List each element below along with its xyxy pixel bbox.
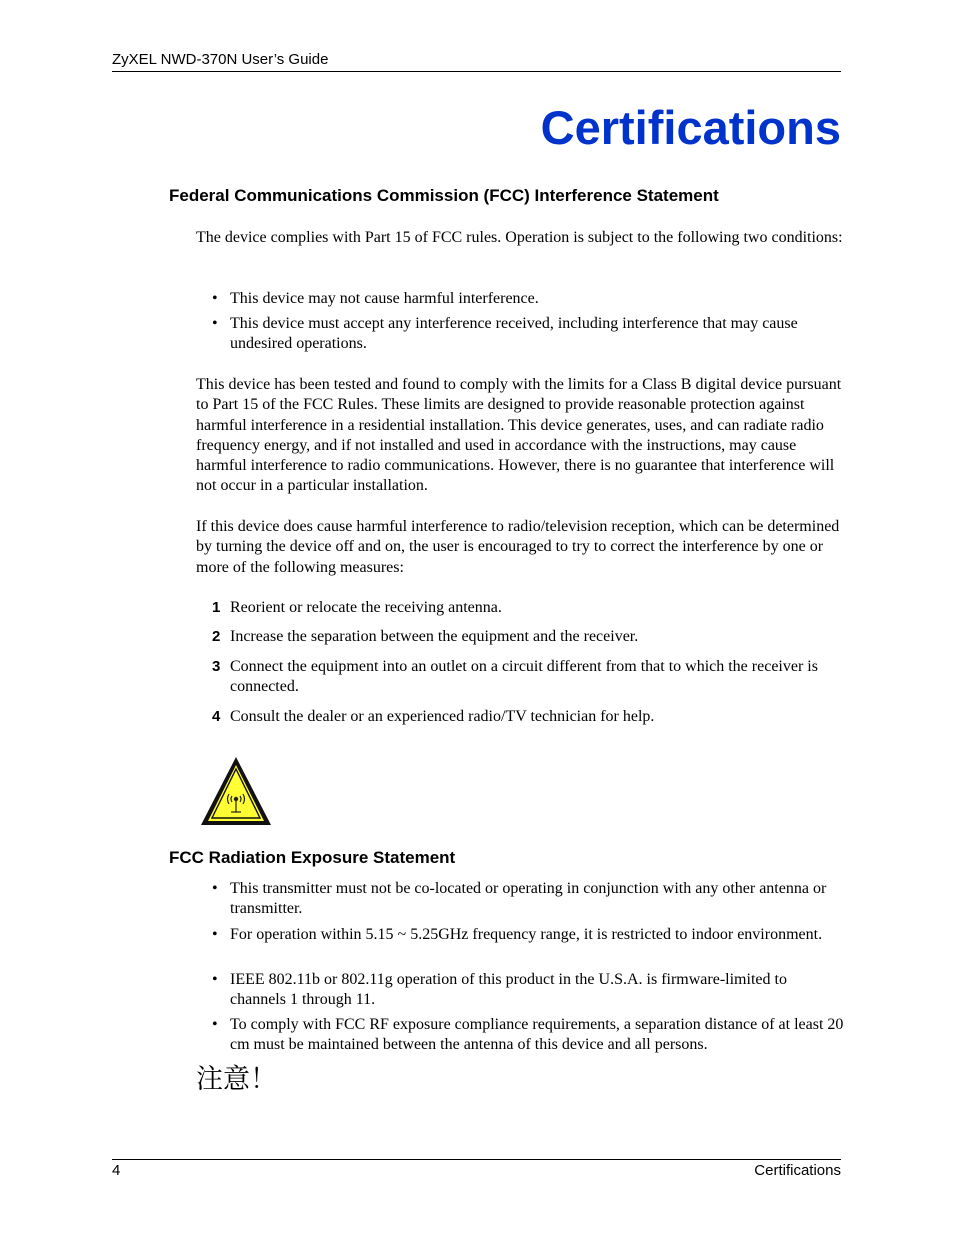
radiation-text: For operation within 5.15 ~ 5.25GHz frequency range, it is restricted to indoor environment. <box>230 926 823 943</box>
radiation-item <box>212 1015 844 1056</box>
measure-item <box>212 598 844 618</box>
measure-number: 1 <box>212 599 221 616</box>
radiation-item <box>212 879 844 920</box>
footer-section-title: Certifications <box>754 1162 841 1179</box>
radiation-item <box>212 925 844 945</box>
bullet-mark: • <box>212 290 218 307</box>
bullet-mark: • <box>212 1016 218 1033</box>
radiation-heading: FCC Radiation Exposure Statement <box>169 848 456 867</box>
condition-text: This device may not cause harmful interference. <box>230 290 539 307</box>
rf-radiation-warning-icon <box>199 755 273 827</box>
radiation-text: To comply with FCC RF exposure compliance requirements, a separation distance of at least 20 cm must be maintained between the antenna of this device and all persons. <box>230 1016 844 1054</box>
condition-item <box>212 314 844 355</box>
measure-number: 2 <box>212 628 221 645</box>
measures-intro-paragraph: If this device does cause harmful interference to radio/television reception, which can be determined by turning the device off and on, the user is encouraged to try to correct the interference by one or more of the following measures: <box>196 518 840 576</box>
measure-text: Increase the separation between the equipment and the receiver. <box>230 628 639 645</box>
measure-text: Connect the equipment into an outlet on a circuit different from that to which the receiver is connected. <box>230 658 818 696</box>
measure-number: 4 <box>212 708 221 725</box>
tested-paragraph: This device has been tested and found to comply with the limits for a Class B digital device pursuant to Part 15 of the FCC Rules. These limits are designed to provide reasonable protection against harmful interference in a residential installation. This device generates, uses, and can radiate radio frequency energy, and if not installed and used in accordance with the instructions, may cause harmful interference to radio communications. However, there is no guarantee that interference will not occur in a particular installation. <box>196 376 842 495</box>
footer-rule <box>112 1159 841 1160</box>
bullet-mark: • <box>212 880 218 897</box>
measure-item <box>212 627 844 647</box>
bullet-mark: • <box>212 926 218 943</box>
condition-text: This device must accept any interference received, including interference that may cause undesired operations. <box>230 315 798 353</box>
cjk-caution-note: 注意！ <box>196 1064 277 1095</box>
measure-item <box>212 707 844 727</box>
condition-item <box>212 289 844 309</box>
fcc-intro-paragraph: The device complies with Part 15 of FCC rules. Operation is subject to the following two conditions: <box>196 229 843 246</box>
radiation-item <box>212 970 844 1011</box>
radiation-text: This transmitter must not be co-located or operating in conjunction with any other antenna or transmitter. <box>230 880 827 918</box>
running-header: ZyXEL NWD-370N User’s Guide <box>112 51 329 68</box>
measure-text: Consult the dealer or an experienced radio/TV technician for help. <box>230 708 655 725</box>
measure-number: 3 <box>212 658 221 675</box>
header-rule <box>112 71 841 72</box>
measure-text: Reorient or relocate the receiving antenna. <box>230 599 502 616</box>
page-number: 4 <box>112 1162 121 1179</box>
bullet-mark: • <box>212 315 218 332</box>
measure-item <box>212 657 844 698</box>
chapter-title: Certifications <box>540 101 841 154</box>
fcc-interference-heading: Federal Communications Commission (FCC) Interference Statement <box>169 186 719 205</box>
bullet-mark: • <box>212 971 218 988</box>
radiation-text: IEEE 802.11b or 802.11g operation of this product in the U.S.A. is firmware-limited to channels 1 through 11. <box>230 971 787 1009</box>
